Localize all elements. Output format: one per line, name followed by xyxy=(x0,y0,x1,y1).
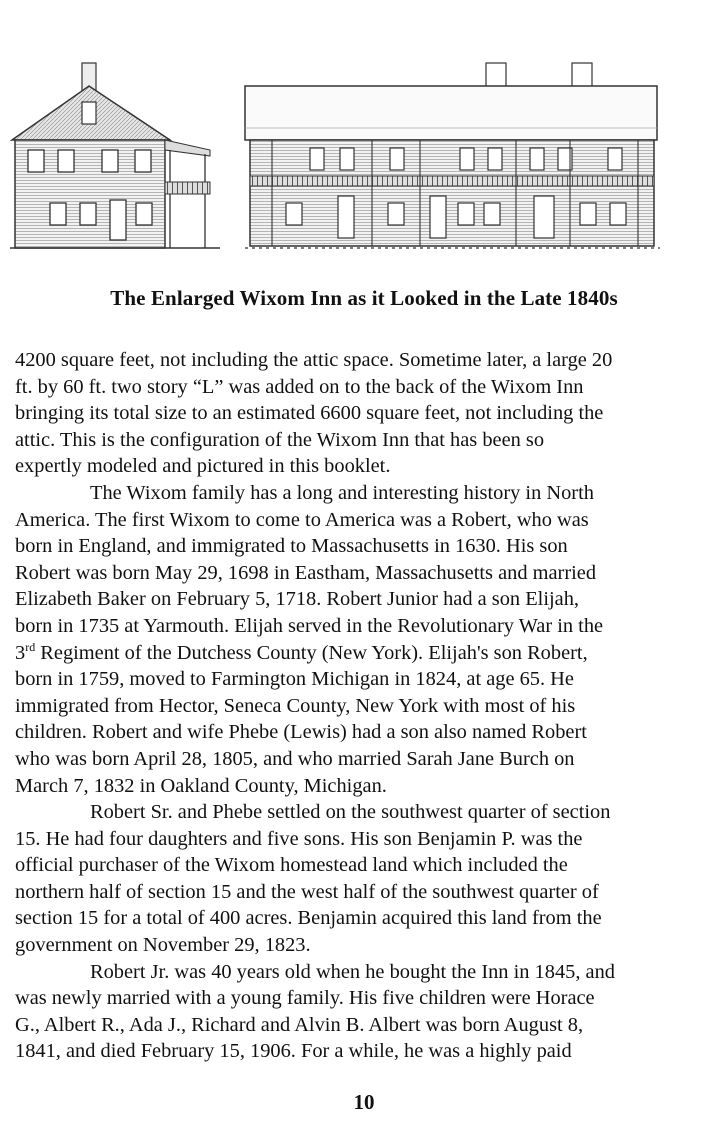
text-line: G., Albert R., Ada J., Richard and Alvin B. Albert was born August 8, xyxy=(15,1013,584,1036)
figure-caption: The Enlarged Wixom Inn as it Looked in the Late 1840s xyxy=(110,286,618,310)
text-line: born in 1735 at Yarmouth. Elijah served in the Revolutionary War in the xyxy=(15,614,604,637)
text-line: ft. by 60 ft. two story “L” was added on to the back of the Wixom Inn xyxy=(15,375,584,398)
text-line: The Wixom family has a long and interesting history in North xyxy=(90,481,594,504)
front-elevation xyxy=(245,63,660,248)
text-line: bringing its total size to an estimated 6600 square feet, not including the xyxy=(15,402,604,425)
page-number: 10 xyxy=(353,1090,375,1114)
paragraph xyxy=(15,640,715,800)
text-line: who was born April 28, 1805, and who married Sarah Jane Burch on xyxy=(15,747,575,770)
text-line: born in England, and immigrated to Massachusetts in 1630. His son xyxy=(15,535,568,558)
text-line: 15. He had four daughters and five sons. His son Benjamin P. was the xyxy=(15,827,583,850)
text-line: was newly married with a young family. His five children were Horace xyxy=(15,987,595,1010)
text-line: Robert Jr. was 40 years old when he bought the Inn in 1845, and xyxy=(90,960,615,983)
body-text xyxy=(15,347,715,1065)
text-line: Elizabeth Baker on February 5, 1718. Robert Junior had a son Elijah, xyxy=(15,588,580,611)
text-line: 1841, and died February 15, 1906. For a while, he was a highly paid xyxy=(15,1040,572,1063)
text-line: born in 1759, moved to Farmington Michigan in 1824, at age 65. He xyxy=(15,668,574,691)
text-line: 4200 square feet, not including the attic space. Sometime later, a large 20 xyxy=(15,349,613,371)
text-line: Robert was born May 29, 1698 in Eastham, Massachusetts and married xyxy=(15,561,597,584)
text-line: 3rd Regiment of the Dutchess County (New York). Elijah's son Robert, xyxy=(15,639,588,664)
inn-illustration xyxy=(10,58,670,258)
text-line: section 15 for a total of 400 acres. Benjamin acquired this land from the xyxy=(15,907,602,930)
text-line: attic. This is the configuration of the Wixom Inn that has been so xyxy=(15,428,545,451)
text-line: America. The first Wixom to come to America was a Robert, who was xyxy=(15,508,589,531)
text-line: March 7, 1832 in Oakland County, Michigan. xyxy=(15,774,387,797)
paragraph xyxy=(15,347,715,480)
text-line: immigrated from Hector, Seneca County, New York with most of his xyxy=(15,694,576,717)
text-line: government on November 29, 1823. xyxy=(15,934,311,957)
text-line: official purchaser of the Wixom homestead land which included the xyxy=(15,854,568,877)
text-line: children. Robert and wife Phebe (Lewis) had a son also named Robert xyxy=(15,721,587,744)
paragraph xyxy=(15,480,715,640)
text-line: expertly modeled and pictured in this booklet. xyxy=(15,455,391,478)
text-line: Robert Sr. and Phebe settled on the southwest quarter of section xyxy=(90,801,611,824)
text-line: northern half of section 15 and the west half of the southwest quarter of xyxy=(15,880,599,903)
gable-end-elevation xyxy=(10,63,220,248)
paragraph xyxy=(15,799,715,959)
paragraph xyxy=(15,959,715,1065)
